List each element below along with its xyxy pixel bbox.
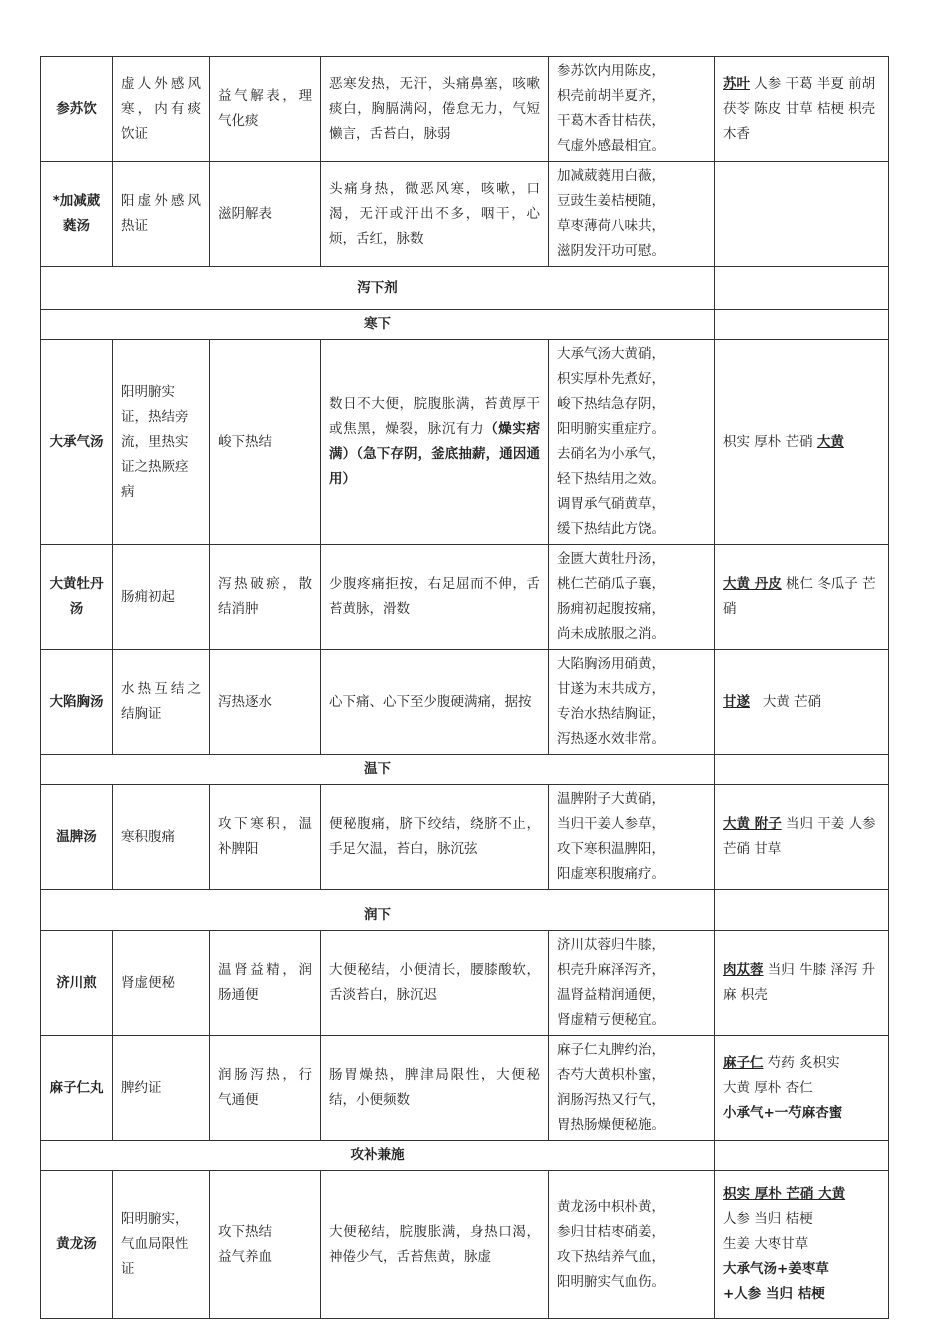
composition-cell bbox=[715, 931, 889, 1036]
function-cell: 泻热破瘀，散结消肿 bbox=[210, 545, 321, 650]
key-herb: 大黄 附子 bbox=[723, 816, 782, 832]
song-cell bbox=[549, 162, 715, 267]
song-line: 加减葳蕤用白薇， bbox=[557, 168, 665, 184]
song-line: 阳虚寒积腹痛疗。 bbox=[557, 866, 665, 882]
song-cell bbox=[549, 931, 715, 1036]
key-herb: 大黄 丹皮 bbox=[723, 576, 782, 592]
indication-cell: 阳明腑实，气血局限性证 bbox=[113, 1171, 210, 1319]
key-herb: 肉苁蓉 bbox=[723, 962, 764, 978]
song-line: 参归甘桔枣硝姜， bbox=[557, 1223, 665, 1240]
key-herb: 枳实 厚朴 芒硝 大黄 bbox=[723, 1186, 846, 1202]
song-line: 桃仁芒硝瓜子襄， bbox=[557, 576, 665, 592]
song-cell bbox=[549, 1171, 715, 1319]
subsection-title: 攻补兼施 bbox=[41, 1141, 715, 1171]
song-line: 攻下热结养气血， bbox=[557, 1248, 665, 1265]
symptoms-cell: 少腹疼痛拒按，右足屈而不伸，舌苔黄脉，滑数 bbox=[321, 545, 549, 650]
formula-name: 参苏饮 bbox=[41, 57, 113, 162]
section-title: 泻下剂 bbox=[41, 267, 715, 310]
symptoms-cell: 便秘腹痛，脐下绞结，绕脐不止，手足欠温，苔白，脉沉弦 bbox=[321, 785, 549, 890]
other-herbs: 大黄 芒硝 bbox=[750, 693, 822, 710]
subsection-row bbox=[41, 1141, 889, 1171]
indication-cell: 水热互结之结胸证 bbox=[113, 650, 210, 755]
song-line: 阳明腑实重症疗。 bbox=[557, 421, 665, 437]
composition-cell bbox=[715, 650, 889, 755]
song-line: 阳明腑实气血伤。 bbox=[557, 1273, 665, 1290]
song-cell bbox=[549, 57, 715, 162]
song-line: 枳壳前胡半夏齐， bbox=[557, 88, 665, 104]
indication-cell: 寒积腹痛 bbox=[113, 785, 210, 890]
other-herbs: 人参 当归 桔梗 bbox=[723, 1211, 813, 1227]
song-line: 峻下热结急存阴， bbox=[557, 396, 665, 412]
song-line: 豆豉生姜桔梗随， bbox=[557, 193, 665, 209]
function-cell: 温肾益精，润肠通便 bbox=[210, 931, 321, 1036]
indication-cell: 肾虚便秘 bbox=[113, 931, 210, 1036]
formula-name: *加减葳蕤汤 bbox=[41, 162, 113, 267]
song-line: 专治水热结胸证， bbox=[557, 706, 665, 722]
formula-note: 小承气+一芍麻杏蜜 bbox=[723, 1104, 843, 1121]
song-line: 当归干姜人参草， bbox=[557, 816, 665, 832]
formula-table bbox=[40, 56, 889, 1319]
song-line: 滋阴发汗功可慰。 bbox=[557, 243, 665, 259]
subsection-row bbox=[41, 310, 889, 340]
function-cell: 滋阴解表 bbox=[210, 162, 321, 267]
song-cell bbox=[549, 650, 715, 755]
composition-cell bbox=[715, 545, 889, 650]
composition-cell bbox=[715, 162, 889, 267]
symptoms-cell: 肠胃燥热，脾津局限性，大便秘结，小便频数 bbox=[321, 1036, 549, 1141]
song-line: 胃热肠燥便秘施。 bbox=[557, 1117, 665, 1133]
other-herbs: 枳实 厚朴 芒硝 bbox=[723, 433, 817, 450]
formula-note: 大承气汤+姜枣草 bbox=[723, 1261, 829, 1277]
table-row bbox=[41, 1171, 889, 1319]
table-row bbox=[41, 1036, 889, 1141]
song-cell bbox=[549, 340, 715, 545]
symptoms-cell bbox=[321, 340, 549, 545]
symptoms-cell: 头痛身热，微恶风寒，咳嗽，口渴，无汗或汗出不多，咽干，心烦，舌红，脉数 bbox=[321, 162, 549, 267]
symptoms-cell: 心下痛、心下至少腹硬满痛，据按 bbox=[321, 650, 549, 755]
song-line: 调胃承气硝黄草， bbox=[557, 496, 665, 512]
song-cell bbox=[549, 785, 715, 890]
song-line: 干葛木香甘桔茯， bbox=[557, 113, 665, 129]
table-row bbox=[41, 162, 889, 267]
indication-cell: 阳明腑实证，热结旁流，里热实证之热厥痉病 bbox=[113, 340, 210, 545]
song-line: 麻子仁丸脾约治， bbox=[557, 1042, 665, 1058]
song-line: 枳实厚朴先煮好， bbox=[557, 371, 665, 387]
function-cell: 泻热逐水 bbox=[210, 650, 321, 755]
key-herb: 大黄 bbox=[816, 433, 844, 450]
song-line: 气虚外感最相宜。 bbox=[557, 138, 665, 154]
song-line: 肠痈初起腹按痛， bbox=[557, 601, 665, 617]
section-row bbox=[41, 267, 889, 310]
table-row bbox=[41, 340, 889, 545]
formula-note: +人参 当归 桔梗 bbox=[723, 1286, 825, 1302]
other-herbs: 大黄 厚朴 杏仁 bbox=[723, 1079, 813, 1096]
key-herb: 苏叶 bbox=[723, 75, 750, 92]
other-herbs: 生姜 大枣甘草 bbox=[723, 1236, 809, 1252]
table-row bbox=[41, 650, 889, 755]
song-line: 枳壳升麻泽泻齐， bbox=[557, 962, 665, 978]
song-line: 大陷胸汤用硝黄， bbox=[557, 656, 665, 672]
song-line: 甘遂为末共成方， bbox=[557, 681, 665, 697]
song-cell bbox=[549, 1036, 715, 1141]
song-line: 去硝名为小承气， bbox=[557, 446, 665, 462]
song-line: 大承气汤大黄硝， bbox=[557, 346, 665, 362]
formula-name: 济川煎 bbox=[41, 931, 113, 1036]
subsection-title: 温下 bbox=[41, 755, 715, 785]
composition-cell bbox=[715, 57, 889, 162]
song-line: 肾虚精亏便秘宜。 bbox=[557, 1012, 665, 1028]
song-line: 温肾益精润通便， bbox=[557, 987, 665, 1003]
function-cell: 益气解表，理气化痰 bbox=[210, 57, 321, 162]
song-line: 轻下热结用之效。 bbox=[557, 471, 665, 487]
key-herb: 甘遂 bbox=[723, 693, 750, 710]
indication-cell: 虚人外感风寒，内有痰饮证 bbox=[113, 57, 210, 162]
function-cell bbox=[210, 1171, 321, 1319]
function-cell: 攻下寒积，温补脾阳 bbox=[210, 785, 321, 890]
key-symptoms: （燥实痞满）（急下存阴，釜底抽薪，通因通用） bbox=[329, 421, 541, 487]
indication-cell: 肠痈初起 bbox=[113, 545, 210, 650]
formula-name: 大承气汤 bbox=[41, 340, 113, 545]
subsection-row bbox=[41, 755, 889, 785]
song-cell bbox=[549, 545, 715, 650]
song-line: 尚未成脓服之消。 bbox=[557, 626, 665, 642]
function-cell: 峻下热结 bbox=[210, 340, 321, 545]
other-herbs: 当归 干姜 人参 芒硝 甘草 bbox=[723, 816, 876, 857]
formula-name: 大黄牡丹汤 bbox=[41, 545, 113, 650]
symptoms-cell: 恶寒发热，无汗，头痛鼻塞，咳嗽痰白，胸膈满闷，倦怠无力，气短懒言，舌苔白，脉弱 bbox=[321, 57, 549, 162]
subsection-row bbox=[41, 890, 889, 931]
indication-cell: 阳虚外感风热证 bbox=[113, 162, 210, 267]
symptoms-cell: 大便秘结，脘腹胀满，身热口渴，神倦少气，舌苔焦黄，脉虚 bbox=[321, 1171, 549, 1319]
symptoms-cell: 大便秘结，小便清长，腰膝酸软，舌淡苔白，脉沉迟 bbox=[321, 931, 549, 1036]
function-cell: 润肠泻热，行气通便 bbox=[210, 1036, 321, 1141]
song-line: 杏芍大黄枳朴蜜， bbox=[557, 1067, 665, 1083]
function-line: 益气养血 bbox=[218, 1248, 272, 1265]
composition-cell bbox=[715, 785, 889, 890]
other-herbs: 当归 牛膝 泽泻 升麻 枳壳 bbox=[723, 962, 876, 1003]
composition-cell bbox=[715, 1036, 889, 1141]
formula-name: 黄龙汤 bbox=[41, 1171, 113, 1319]
table-row bbox=[41, 785, 889, 890]
formula-name: 温脾汤 bbox=[41, 785, 113, 890]
other-herbs: 桃仁 冬瓜子 芒硝 bbox=[723, 576, 876, 617]
song-line: 济川苁蓉归牛膝， bbox=[557, 937, 665, 953]
formula-name: 大陷胸汤 bbox=[41, 650, 113, 755]
composition-cell bbox=[715, 340, 889, 545]
song-line: 草枣薄荷八味共， bbox=[557, 218, 665, 234]
key-herb: 麻子仁 bbox=[723, 1054, 764, 1071]
song-line: 金匮大黄牡丹汤， bbox=[557, 551, 665, 567]
composition-cell bbox=[715, 1171, 889, 1319]
song-line: 温脾附子大黄硝， bbox=[557, 791, 665, 807]
song-line: 黄龙汤中枳朴黄， bbox=[557, 1198, 665, 1215]
subsection-title: 润下 bbox=[41, 890, 715, 931]
song-line: 润肠泻热又行气， bbox=[557, 1092, 665, 1108]
song-line: 缓下热结此方饶。 bbox=[557, 521, 665, 537]
table-row bbox=[41, 57, 889, 162]
table-row bbox=[41, 931, 889, 1036]
indication-cell: 脾约证 bbox=[113, 1036, 210, 1141]
song-line: 攻下寒积温脾阳， bbox=[557, 841, 665, 857]
song-line: 泻热逐水效非常。 bbox=[557, 731, 665, 747]
other-herbs: 芍药 炙枳实 bbox=[763, 1054, 840, 1071]
table-row bbox=[41, 545, 889, 650]
formula-name: 麻子仁丸 bbox=[41, 1036, 113, 1141]
subsection-title: 寒下 bbox=[41, 310, 715, 340]
other-herbs: 人参 干葛 半夏 前胡 茯苓 陈皮 甘草 桔梗 枳壳 木香 bbox=[723, 75, 876, 142]
function-line: 攻下热结 bbox=[218, 1223, 272, 1240]
symptoms-text: 数日不大便，脘腹胀满，苔黄厚干或焦黑，燥裂，脉沉有力 bbox=[329, 396, 540, 437]
song-line: 参苏饮内用陈皮， bbox=[557, 63, 665, 79]
